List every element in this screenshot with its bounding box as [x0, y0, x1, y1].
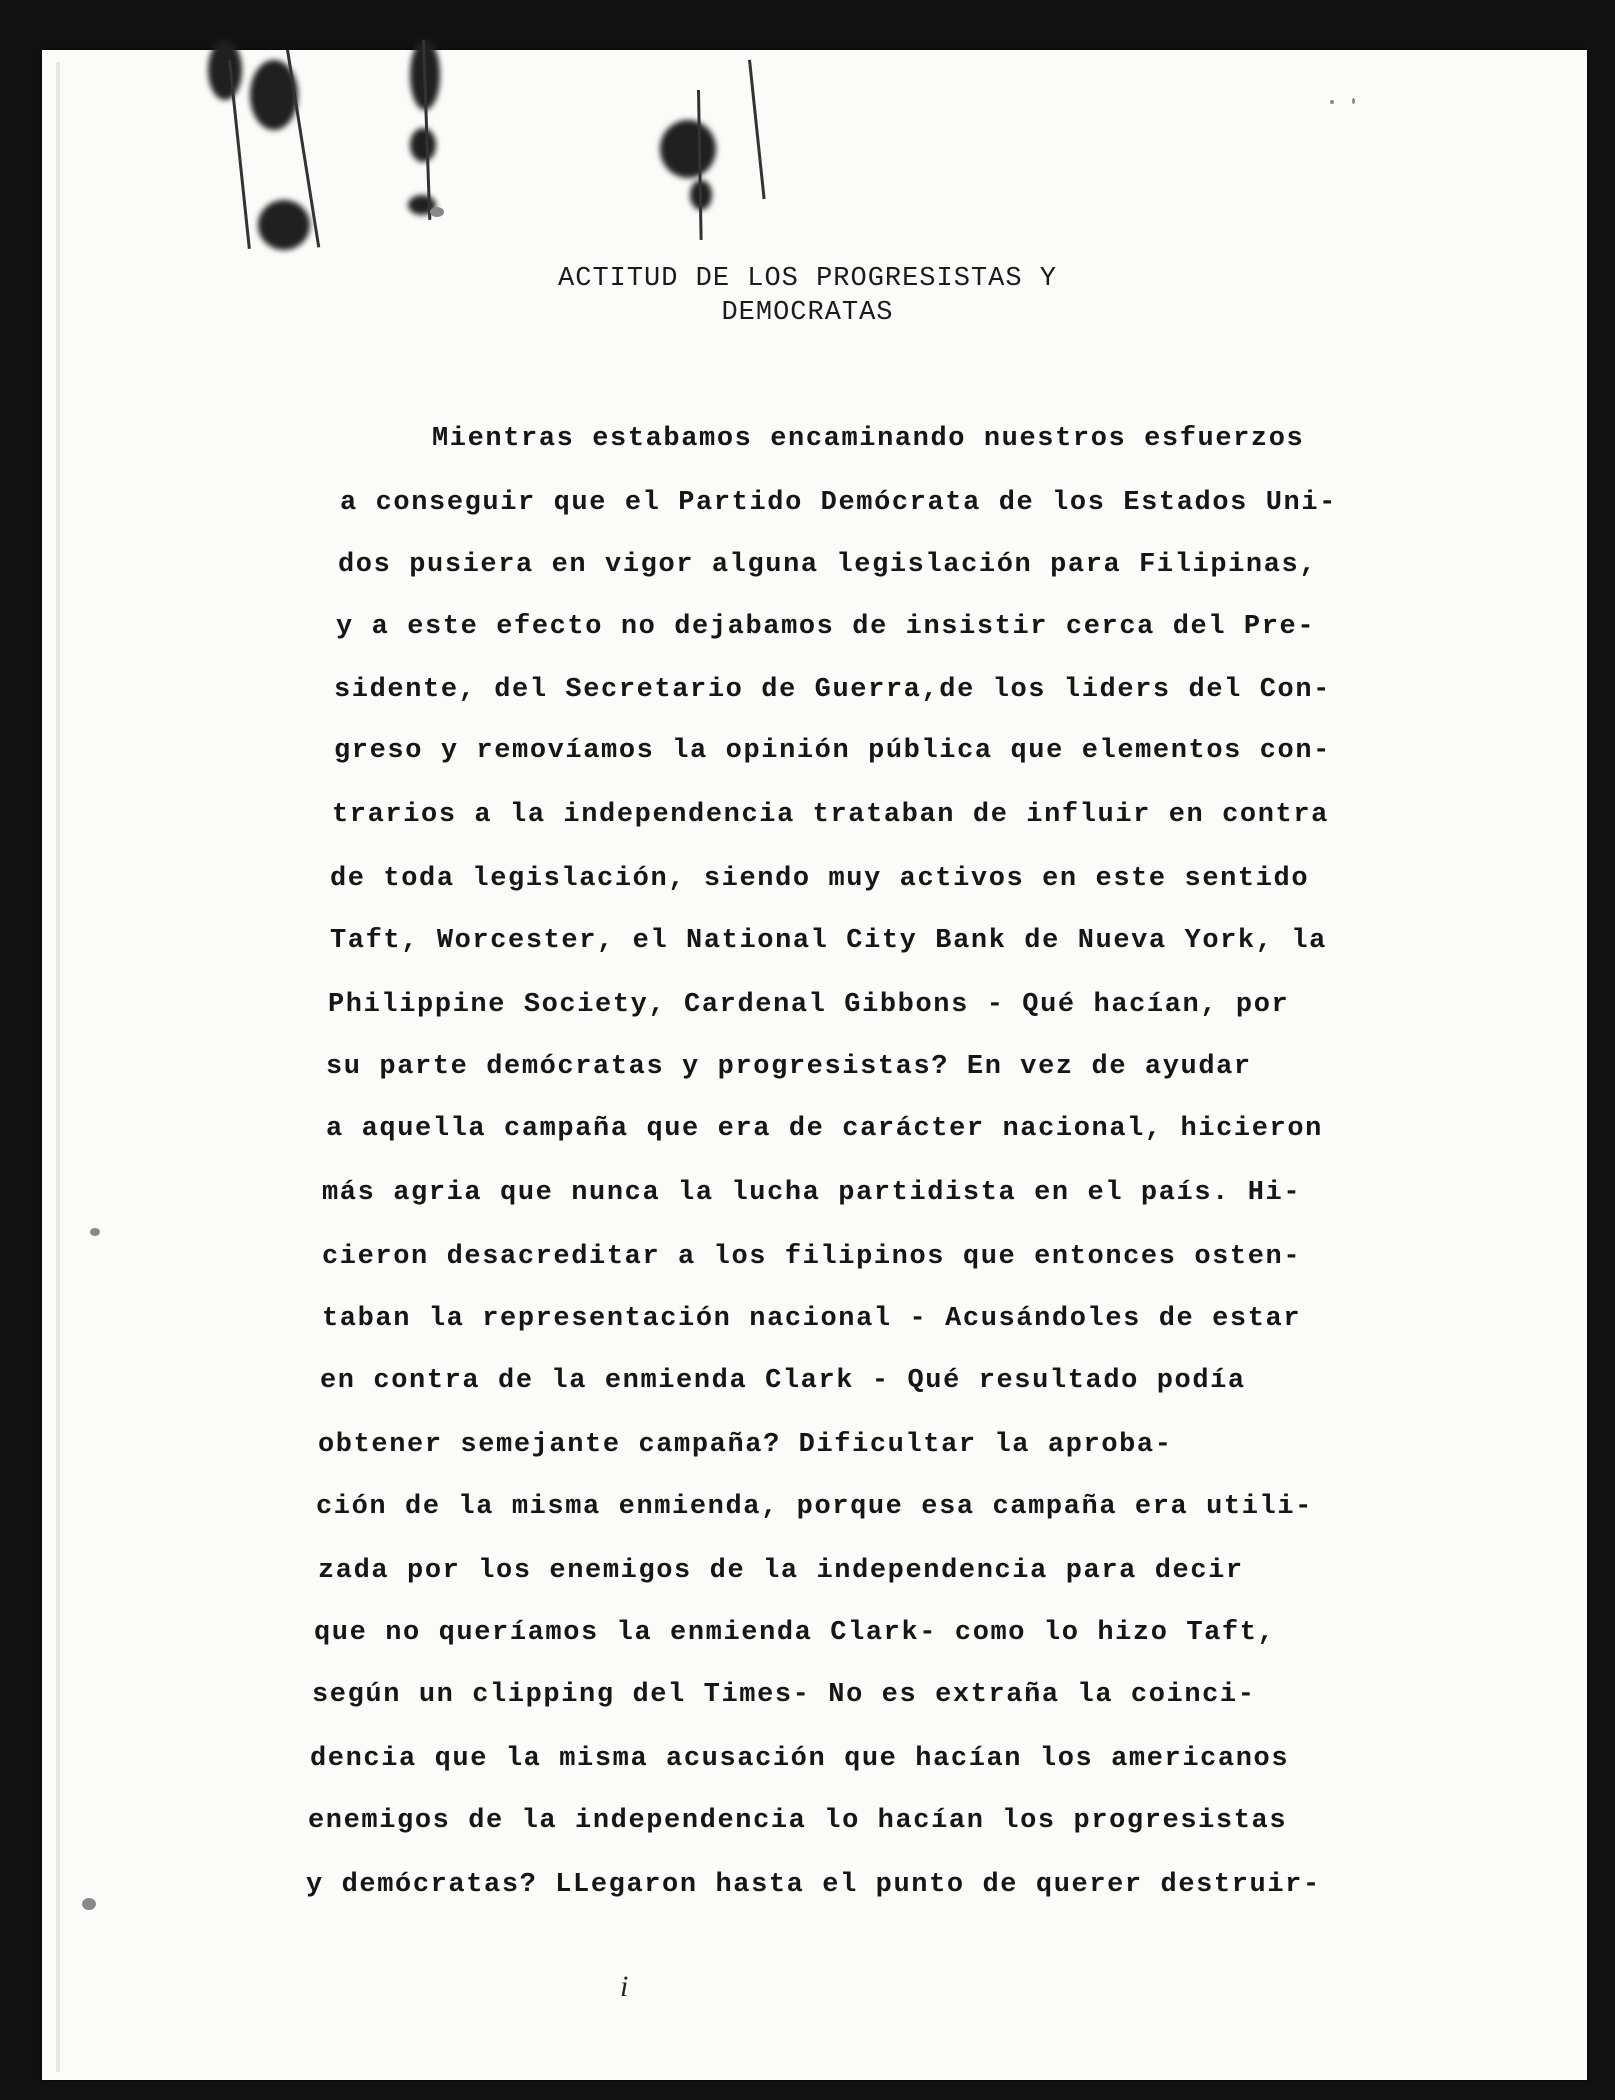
ink-blot — [258, 200, 310, 250]
body-line: Taft, Worcester, el National City Bank de Nueva York, la — [330, 926, 1327, 956]
body-line: dos pusiera en vigor alguna legislación para Filipinas, — [338, 550, 1318, 580]
speck — [82, 1898, 96, 1910]
body-line: ción de la misma enmienda, porque esa campaña era utili- — [316, 1492, 1313, 1522]
ink-blot — [208, 40, 242, 100]
body-line: en contra de la enmienda Clark - Qué resultado podía — [320, 1366, 1246, 1396]
body-line: Philippine Society, Cardenal Gibbons - Qué hacían, por — [328, 990, 1290, 1020]
body-line: enemigos de la independencia lo hacían los progresistas — [308, 1806, 1288, 1836]
ink-blot — [410, 128, 436, 162]
document-title — [0, 262, 1615, 330]
title-line-1: ACTITUD DE LOS PROGRESISTAS Y — [558, 264, 1057, 294]
body-line: trarios a la independencia trataban de influir en contra — [332, 800, 1329, 830]
body-line: a conseguir que el Partido Demócrata de los Estados Uni- — [340, 488, 1337, 518]
speck — [90, 1228, 100, 1236]
body-line: según un clipping del Times- No es extraña la coinci- — [312, 1680, 1256, 1710]
body-line: dencia que la misma acusación que hacían los americanos — [310, 1744, 1290, 1774]
speck — [1352, 98, 1355, 104]
speck — [1330, 100, 1334, 104]
page-edge — [56, 62, 60, 2072]
body-line: más agria que nunca la lucha partidista en el país. Hi- — [322, 1178, 1302, 1208]
body-line: taban la representación nacional - Acusándoles de estar — [322, 1304, 1302, 1334]
speck — [430, 207, 444, 217]
body-line: Mientras estabamos encaminando nuestros esfuerzos — [432, 424, 1305, 454]
body-line: greso y removíamos la opinión pública que elementos con- — [334, 736, 1331, 766]
body-line: de toda legislación, siendo muy activos en este sentido — [330, 864, 1310, 894]
body-line: que no queríamos la enmienda Clark- como lo hizo Taft, — [314, 1618, 1276, 1648]
page-mark: i — [620, 1970, 629, 2003]
body-line: zada por los enemigos de la independencia para decir — [318, 1556, 1244, 1586]
body-line: su parte demócratas y progresistas? En vez de ayudar — [326, 1052, 1252, 1082]
body-line: cieron desacreditar a los filipinos que entonces osten- — [322, 1242, 1302, 1272]
body-line: a aquella campaña que era de carácter nacional, hicieron — [326, 1114, 1323, 1144]
body-line: obtener semejante campaña? Dificultar la aproba- — [318, 1430, 1173, 1460]
body-line: y a este efecto no dejabamos de insistir cerca del Pre- — [336, 612, 1316, 642]
body-line: sidente, del Secretario de Guerra,de los liders del Con- — [334, 675, 1331, 705]
title-line-2: DEMOCRATAS — [721, 298, 894, 328]
body-line: y demócratas? LLegaron hasta el punto de querer destruir- — [306, 1870, 1321, 1900]
ink-blot — [660, 120, 716, 178]
